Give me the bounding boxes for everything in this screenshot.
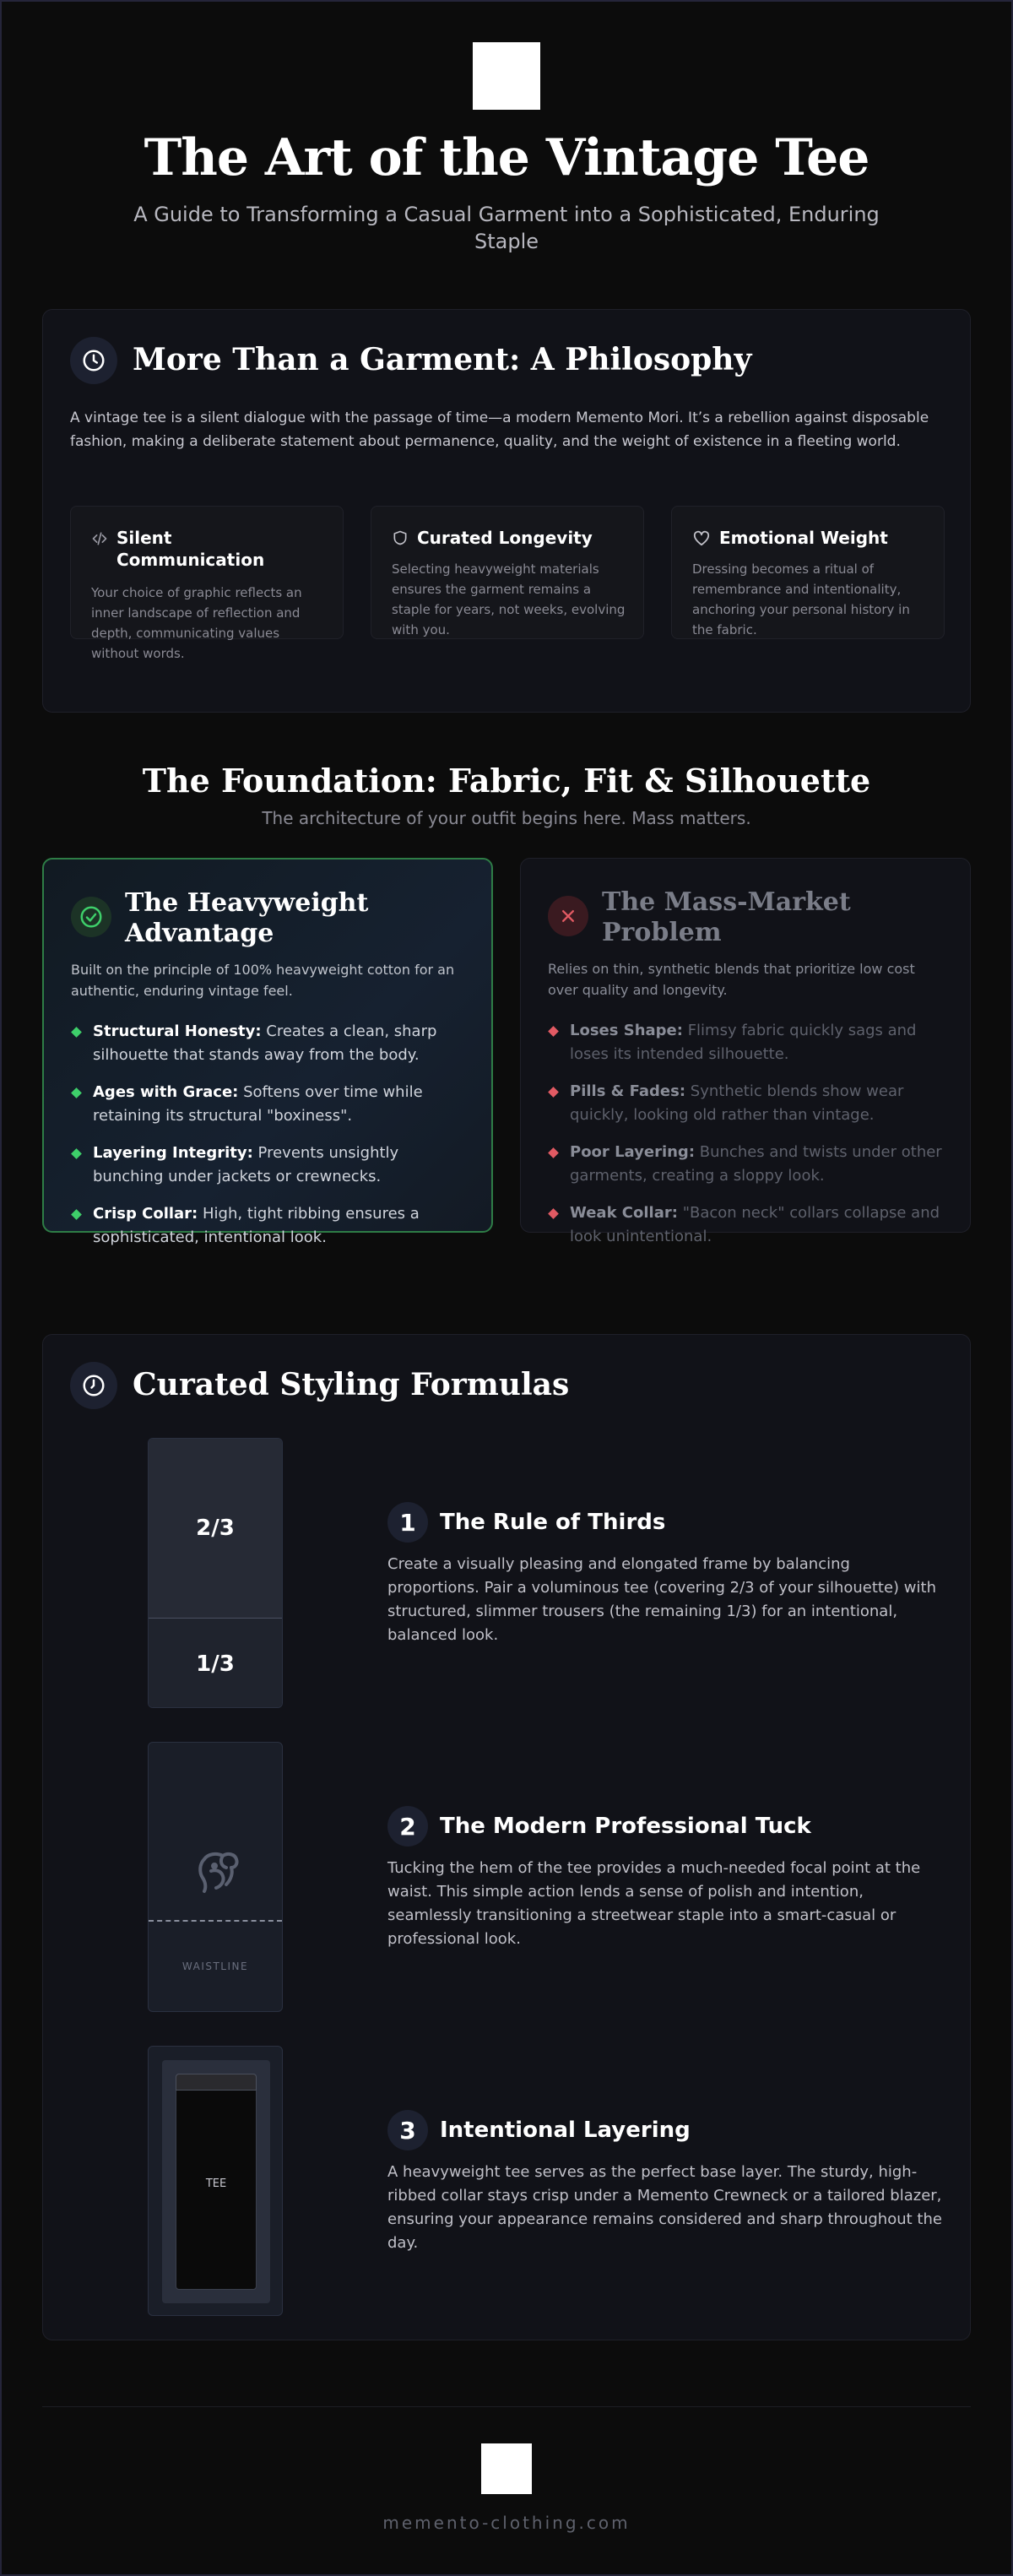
x-circle-icon [548,896,588,936]
list-item: Layering Integrity: Prevents unsightly bunching under jackets or crewnecks. [71,1142,468,1189]
foundation-subtitle: The architecture of your outfit begins here. Mass matters. [262,808,751,828]
list-item: Crisp Collar: High, tight ribbing ensures a sophisticated, intentional look. [71,1202,468,1250]
step-text: A heavyweight tee serves as the perfect base layer. The sturdy, high-ribbed collar stays crisp under a Memento Crewneck or a tailored blazer, ensuring your appearance remains considered and sharp throughout the day. [387,2163,942,2252]
formula-step [387,2110,945,2255]
card-text: Dressing becomes a ritual of remembrance and intentionality, anchoring your personal history in the fabric. [692,561,910,637]
rule-of-thirds-visual [148,1438,283,1708]
philosophy-card [371,506,644,639]
one-third-block: 1/3 [149,1619,282,1708]
philosophy-card [671,506,945,639]
code-icon [91,530,108,550]
heavyweight-advantage-card [42,858,493,1246]
list-item: Loses Shape: Flimsy fabric quickly sags and loses its intended silhouette. [548,1019,945,1066]
waistline-divider [149,1920,282,1922]
bad-title: The Mass-Market Problem [602,887,851,947]
philosophy-text: A vintage tee is a silent dialogue with the passage of time—a modern Memento Mori. It’s a rebellion against disposable fashion, making a deliberate statement about permanence, quality, and the weight of existence in a fleeting world. [70,409,929,450]
list-item: Ages with Grace: Softens over time while retaining its structural "boxiness". [71,1081,468,1128]
step-number: 1 [387,1502,428,1543]
mass-market-problem-card [520,858,971,1245]
step-title: Intentional Layering [440,2118,691,2143]
clock-icon [70,1362,117,1409]
card-title: Silent Communication [116,528,265,570]
list-item: Pills & Fades: Synthetic blends show wear quickly, looking old rather than vintage. [548,1080,945,1127]
two-thirds-block: 2/3 [149,1439,282,1619]
shield-icon [392,529,409,550]
card-text: Your choice of graphic reflects an inner landscape of reflection and depth, communicating values without words. [91,585,302,661]
tuck-visual [148,1742,283,2012]
layering-visual [148,2046,283,2316]
foundation-title: The Foundation: Fabric, Fit & Silhouette [142,762,871,800]
footer-link[interactable]: memento-clothing.com [382,2513,631,2533]
list-item: Poor Layering: Bunches and twists under other garments, creating a sloppy look. [548,1141,945,1188]
good-list [71,1020,468,1263]
step-text: Create a visually pleasing and elongated frame by balancing proportions. Pair a voluminous tee (covering 2/3 of your silhouette) with structured, slimmer trousers (the remaining 1/3) for an intentional, balanced look. [387,1555,936,1644]
check-circle-icon [71,897,111,937]
footer-divider [42,2406,971,2407]
formula-step [387,1502,945,1647]
list-item: Weak Collar: "Bacon neck" collars collapse and look unintentional. [548,1201,945,1249]
step-number: 3 [387,2110,428,2150]
philosophy-card [70,506,344,661]
waistline-label: WAISTLINE [181,1960,249,1972]
formula-step [387,1806,945,1951]
step-text: Tucking the hem of the tee provides a much-needed focal point at the waist. This simple action lends a sense of polish and intention, seamlessly transitioning a streetwear staple into a smart-casual or professional look. [387,1859,921,1948]
good-intro: Built on the principle of 100% heavyweight cotton for an authentic, enduring vintage feel. [71,962,455,999]
collar [176,2074,257,2091]
tuck-icon [186,1842,246,1906]
brand-logo [473,42,540,110]
list-item: Structural Honesty: Creates a clean, sharp silhouette that stands away from the body. [71,1020,468,1067]
page-subtitle: A Guide to Transforming a Casual Garment into a Sophisticated, Enduring Staple [133,203,880,253]
footer-logo [481,2443,532,2494]
clock-icon [70,337,117,384]
philosophy-section [42,309,971,713]
heart-icon [692,529,711,550]
tee-label: TEE [205,2177,227,2190]
card-text: Selecting heavyweight materials ensures the garment remains a staple for years, not weeks, evolving with you. [392,561,626,637]
card-title: Emotional Weight [719,528,888,548]
step-title: The Modern Professional Tuck [440,1814,811,1839]
card-title: Curated Longevity [417,528,593,548]
bad-intro: Relies on thin, synthetic blends that prioritize low cost over quality and longevity. [548,961,915,998]
formulas-title: Curated Styling Formulas [133,1367,570,1402]
page-title: The Art of the Vintage Tee [144,128,869,187]
step-title: The Rule of Thirds [440,1510,666,1535]
bad-list [548,1019,945,1262]
philosophy-title: More Than a Garment: A Philosophy [133,342,752,377]
step-number: 2 [387,1806,428,1847]
good-title: The Heavyweight Advantage [125,888,369,948]
styling-formulas-section [42,1334,971,2340]
